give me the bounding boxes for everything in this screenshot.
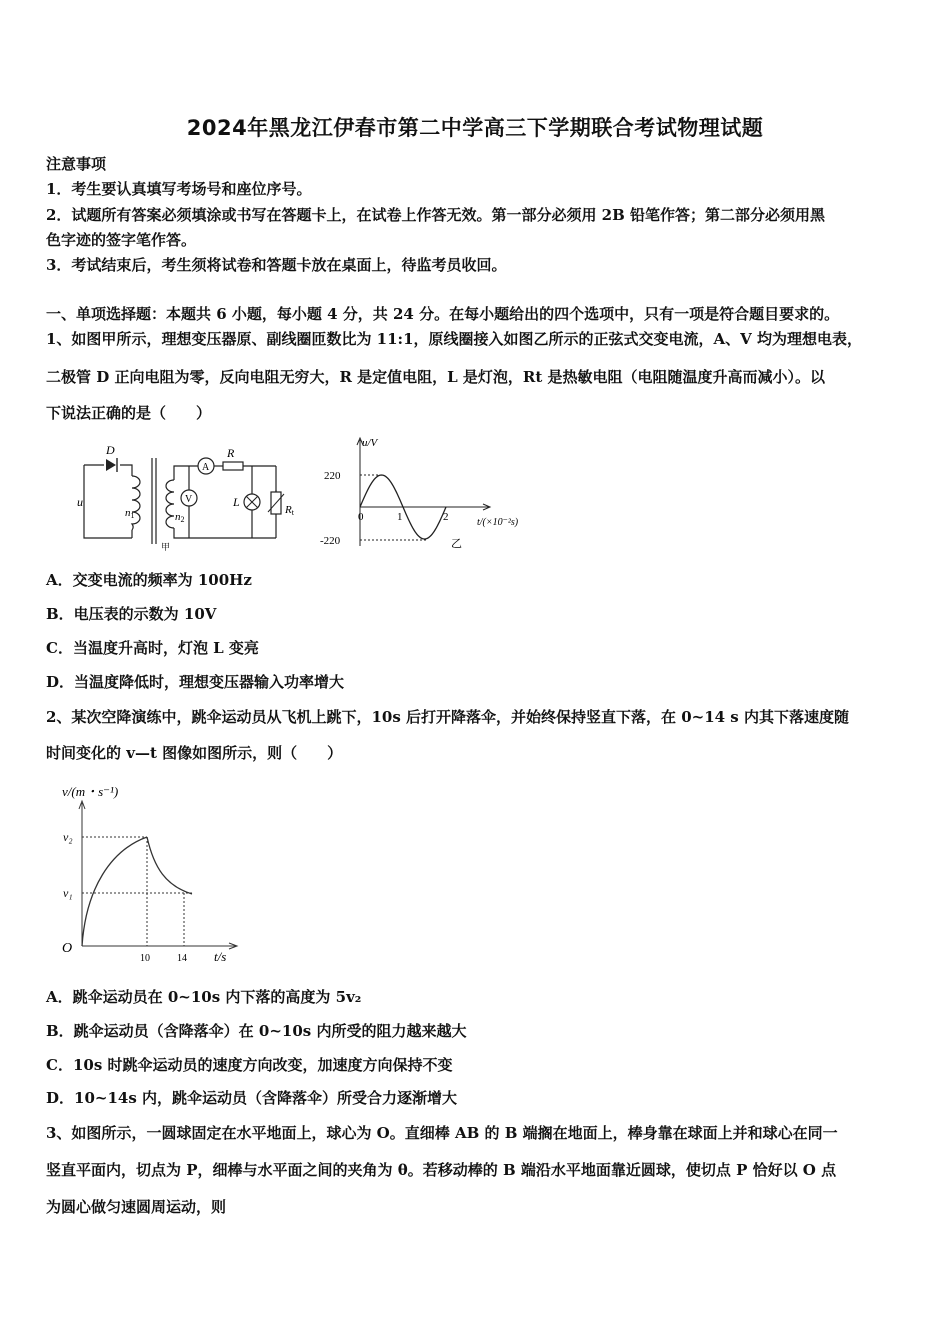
x-tick-2: 2	[443, 511, 449, 523]
secondary-turns-label: n2	[175, 511, 185, 524]
q1-option-b: B．电压表的示数为 10V	[46, 605, 217, 623]
figure-caption-yi: 乙	[451, 538, 462, 550]
source-label: u	[77, 495, 83, 509]
question-1-text: 下说法正确的是（ ）	[46, 404, 212, 422]
q1-option-c: C．当温度升高时，灯泡 L 变亮	[46, 639, 259, 657]
v2-label: v₂	[63, 830, 73, 844]
graph-x-label: t/(×10⁻²s)	[477, 517, 519, 528]
question-3-text: 为圆心做匀速圆周运动，则	[46, 1198, 227, 1216]
v1-label: v₁	[63, 886, 73, 900]
lamp-label: L	[233, 495, 240, 509]
y-tick-220: 220	[324, 470, 341, 482]
notice-heading: 注意事项	[46, 155, 107, 173]
transformer-circuit-diagram	[70, 440, 310, 555]
x-tick-0: 0	[358, 511, 364, 523]
primary-turns-label: n1	[125, 507, 135, 520]
q2-option-a: A．跳伞运动员在 0~10s 内下落的高度为 5v₂	[46, 988, 362, 1006]
exam-title: 2024年黑龙江伊春市第二中学高三下学期联合考试物理试题	[186, 116, 764, 140]
origin-label: O	[62, 941, 73, 956]
notice-item: 1．考生要认真填写考场号和座位序号。	[46, 180, 312, 198]
ammeter-label: A	[202, 462, 210, 473]
question-3-text: 3、如图所示，一圆球固定在水平地面上，球心为 O。直细棒 AB 的 B 端搁在地面上，棒身靠在球面上并和球心在同一	[46, 1124, 838, 1142]
x-tick-10: 10	[140, 953, 150, 964]
graph-x-label: t/s	[214, 949, 227, 964]
diode-label: D	[106, 443, 115, 457]
x-tick-14: 14	[177, 953, 187, 964]
voltmeter-label: V	[185, 494, 193, 505]
notice-item: 2．试题所有答案必须填涂或书写在答题卡上，在试卷上作答无效。第一部分必须用 2B 铅笔作答；第二部分必须用黑	[46, 206, 826, 224]
question-2-text: 时间变化的 v—t 图像如图所示，则（ ）	[46, 744, 343, 762]
x-tick-1: 1	[397, 511, 403, 523]
y-tick-minus-220: -220	[320, 535, 341, 547]
q2-option-c: C．10s 时跳伞运动员的速度方向改变，加速度方向保持不变	[46, 1056, 453, 1074]
resistor-label: R	[227, 446, 235, 460]
q2-option-d: D．10~14s 内，跳伞运动员（含降落伞）所受合力逐渐增大	[46, 1089, 457, 1107]
question-1-text: 二极管 D 正向电阻为零，反向电阻无穷大，R 是定值电阻，L 是灯泡，Rt 是热敏电阻（电阻随温度升高而减小）。以	[46, 368, 826, 386]
question-3-text: 竖直平面内，切点为 P，细棒与水平面之间的夹角为 θ。若移动棒的 B 端沿水平地面靠近圆球，使切点 P 恰好以 O 点	[46, 1161, 837, 1179]
q2-option-b: B．跳伞运动员（含降落伞）在 0~10s 内所受的阻力越来越大	[46, 1022, 467, 1040]
section-heading: 一、单项选择题：本题共 6 小题，每小题 4 分，共 24 分。在每小题给出的四个选项中，只有一项是符合题目要求的。	[46, 305, 840, 323]
q1-option-d: D．当温度降低时，理想变压器输入功率增大	[46, 673, 345, 691]
notice-item: 色字迹的签字笔作答。	[46, 231, 197, 249]
graph-y-label: v/(m・s⁻¹)	[62, 784, 119, 799]
question-2-text: 2、某次空降演练中，跳伞运动员从飞机上跳下，10s 后打开降落伞，并始终保持竖直下落，在 0~14 s 内其下落速度随	[46, 708, 849, 726]
q1-option-a: A．交变电流的频率为 100Hz	[46, 571, 252, 589]
question-1-text: 1、如图甲所示，理想变压器原、副线圈匝数比为 11:1，原线圈接入如图乙所示的正弦式交变电流，A、V 均为理想电表，	[46, 330, 863, 348]
graph-y-label: u/V	[362, 437, 378, 449]
thermistor-label: Rt	[285, 504, 294, 517]
notice-item: 3．考试结束后，考生须将试卷和答题卡放在桌面上，待监考员收回。	[46, 256, 507, 274]
velocity-time-graph	[56, 778, 256, 968]
voltage-time-graph	[318, 434, 548, 554]
figure-caption-jia: 甲	[161, 542, 171, 552]
